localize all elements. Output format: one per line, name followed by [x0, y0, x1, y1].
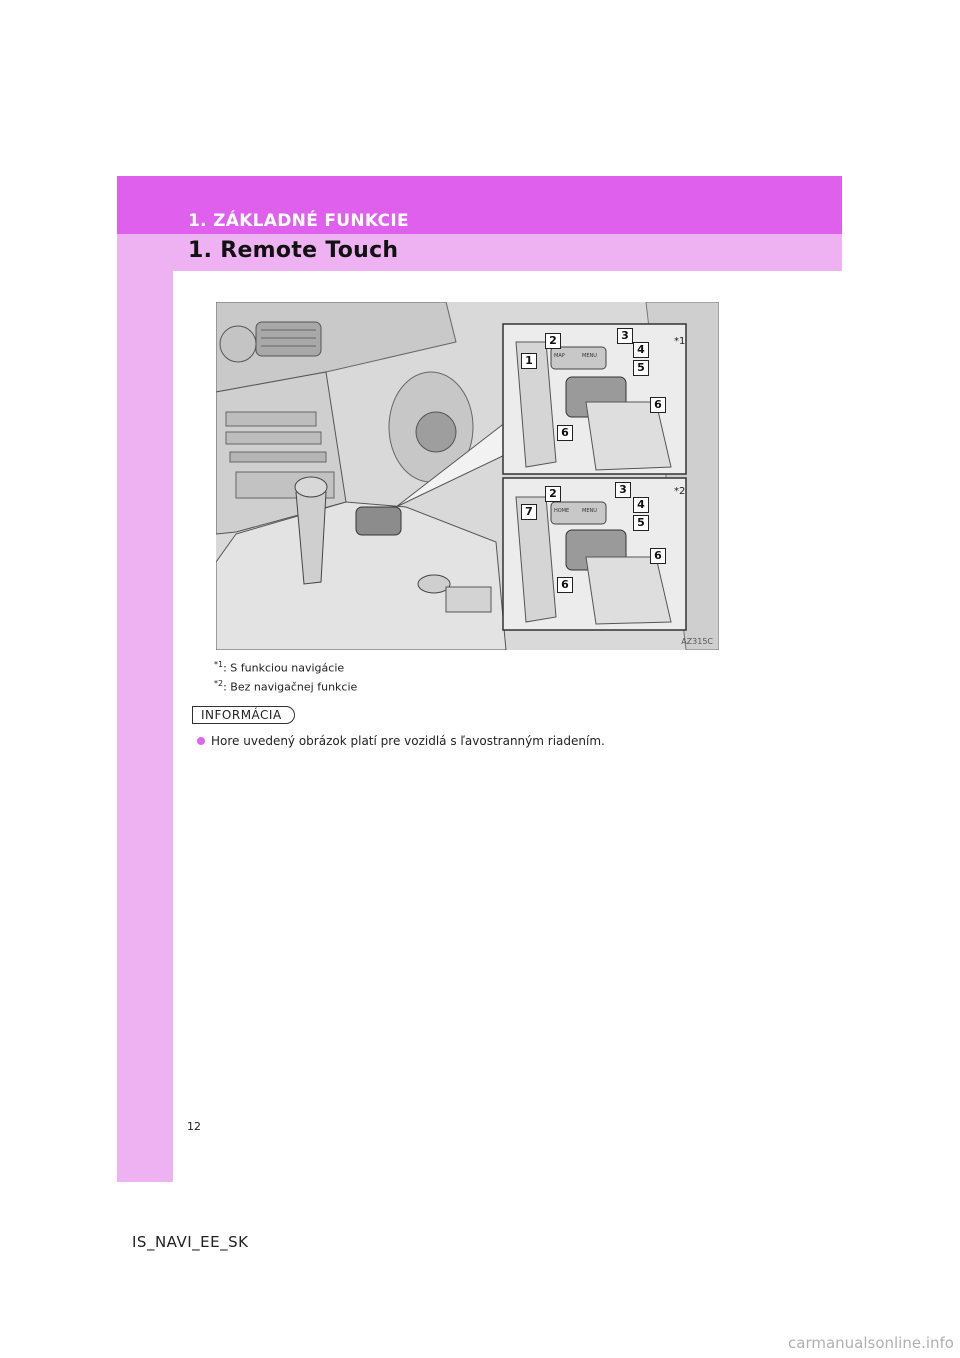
bullet-icon	[197, 737, 205, 745]
footnote: $^{*2}$: Bez navigačnej funkcie	[214, 678, 358, 694]
home-button-label: HOME	[554, 508, 570, 514]
chapter-title: 1. ZÁKLADNÉ FUNKCIE	[188, 211, 409, 231]
callout-1: 1	[521, 353, 537, 369]
callout-6: 6	[557, 425, 573, 441]
callout-6: 6	[650, 397, 666, 413]
watermark: carmanualsonline.info	[788, 1334, 954, 1352]
map-button-label: MAP	[554, 353, 565, 359]
callout-7: 7	[521, 504, 537, 520]
info-item	[197, 734, 605, 748]
document-id: IS_NAVI_EE_SK	[132, 1233, 249, 1251]
callout-5: 5	[633, 360, 649, 376]
callout-2: 2	[545, 486, 561, 502]
remote-touch-illustration	[216, 302, 719, 650]
info-badge: INFORMÁCIA	[192, 706, 295, 724]
info-item-text: Hore uvedený obrázok platí pre vozidlá s ľavostranným riadením.	[211, 734, 605, 748]
footnotes	[214, 657, 357, 694]
variant-mark-2: *2	[674, 486, 686, 497]
footnote: $^{*1}$: S funkciou navigácie	[214, 660, 345, 675]
page-number: 12	[187, 1120, 201, 1133]
section-title: 1. Remote Touch	[188, 238, 399, 263]
callout-4: 4	[633, 342, 649, 358]
menu-button-label: MENU	[582, 508, 597, 514]
menu-button-label: MENU	[582, 353, 597, 359]
callout-6: 6	[557, 577, 573, 593]
callout-2: 2	[545, 333, 561, 349]
callout-5: 5	[633, 515, 649, 531]
callout-3: 3	[617, 328, 633, 344]
callout-3: 3	[615, 482, 631, 498]
side-strip	[117, 176, 173, 1182]
callout-4: 4	[633, 497, 649, 513]
callout-6: 6	[650, 548, 666, 564]
figure-code: AZ315C	[681, 637, 713, 646]
variant-mark-1: *1	[674, 336, 686, 347]
